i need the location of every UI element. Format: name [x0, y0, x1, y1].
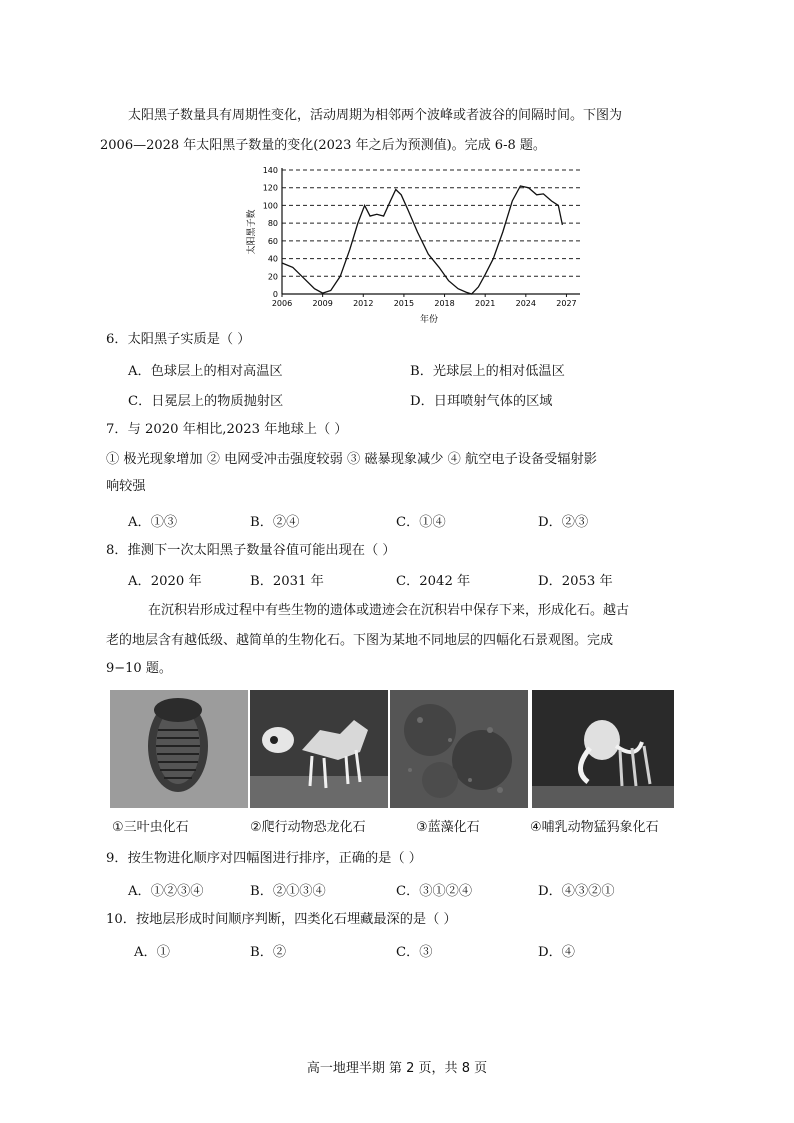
- x-tick-label: 2009: [312, 299, 333, 308]
- fossil-caption-4: ④哺乳动物猛犸象化石: [530, 820, 659, 835]
- dinosaur-fossil-image: [250, 690, 388, 808]
- x-tick-label: 2015: [393, 299, 415, 308]
- y-tick-label: 120: [262, 183, 278, 193]
- question-7-option-c[interactable]: C．①④: [396, 515, 446, 530]
- intro-paragraph-2-line-2: 老的地层含有越低级、越简单的生物化石。下图为某地不同地层的四幅化石景观图。完成: [106, 633, 614, 648]
- question-6-stem: 6．太阳黑子实质是（ ）: [106, 332, 251, 347]
- intro-paragraph-1-line-1: 太阳黑子数量具有周期性变化，活动周期为相邻两个波峰或者波谷的间隔时间。下图为: [128, 108, 623, 123]
- question-7-option-d[interactable]: D．②③: [538, 515, 589, 530]
- sunspot-chart: [240, 164, 592, 326]
- question-8-stem: 8．推测下一次太阳黑子数量谷值可能出现在（ ）: [106, 543, 396, 558]
- y-tick-label: 100: [262, 201, 278, 211]
- y-tick-label: 80: [267, 219, 278, 229]
- x-tick-label: 2027: [556, 299, 577, 308]
- question-8-option-a[interactable]: A．2020 年: [128, 574, 202, 589]
- question-6-option-c[interactable]: C．日冕层上的物质抛射区: [128, 394, 284, 409]
- question-9-option-b[interactable]: B．②①③④: [250, 884, 326, 899]
- intro-paragraph-2-line-3: 9−10 题。: [106, 661, 172, 676]
- fossil-caption-3: ③蓝藻化石: [416, 820, 480, 835]
- question-6-option-d[interactable]: D．日珥喷射气体的区域: [410, 394, 553, 409]
- y-axis-label: 太阳黑子数: [247, 209, 257, 255]
- x-tick-label: 2006: [271, 299, 293, 308]
- y-tick-label: 20: [267, 272, 278, 282]
- question-9-option-a[interactable]: A．①②③④: [128, 884, 204, 899]
- question-8-option-b[interactable]: B．2031 年: [250, 574, 324, 589]
- page-footer: 高一地理半期 第 2 页，共 8 页: [306, 1061, 488, 1076]
- trilobite-fossil-image: [110, 690, 248, 808]
- y-tick-label: 60: [267, 236, 278, 246]
- fossil-caption-1: ①三叶虫化石: [112, 820, 189, 835]
- question-7-items-continued: 响较强: [106, 479, 146, 494]
- mammoth-fossil-image: [532, 690, 674, 808]
- question-9-option-c[interactable]: C．③①②④: [396, 884, 473, 899]
- x-axis-label: 年份: [419, 315, 439, 325]
- cyanobacteria-fossil-image: [390, 690, 528, 808]
- question-7-stem: 7．与 2020 年相比,2023 年地球上（ ）: [106, 422, 348, 437]
- x-tick-label: 2021: [475, 299, 496, 308]
- x-tick-label: 2012: [353, 299, 374, 308]
- y-tick-label: 0: [272, 290, 278, 299]
- fossil-caption-2: ②爬行动物恐龙化石: [250, 820, 366, 835]
- question-8-option-d[interactable]: D．2053 年: [538, 574, 613, 589]
- question-7-option-b[interactable]: B．②④: [250, 515, 300, 530]
- question-7-option-a[interactable]: A．①③: [128, 515, 178, 530]
- question-10-option-d[interactable]: D．④: [538, 945, 575, 960]
- sunspot-chart-svg: [240, 164, 592, 326]
- question-6-option-a[interactable]: A．色球层上的相对高温区: [128, 364, 283, 379]
- x-tick-label: 2018: [434, 299, 455, 308]
- question-6-option-b[interactable]: B．光球层上的相对低温区: [410, 364, 565, 379]
- question-10-option-a[interactable]: A．①: [134, 945, 170, 960]
- y-tick-label: 40: [267, 254, 278, 264]
- question-10-option-c[interactable]: C．③: [396, 945, 433, 960]
- question-9-stem: 9．按生物进化顺序对四幅图进行排序，正确的是（ ）: [106, 851, 422, 866]
- intro-paragraph-1-line-2: 2006—2028 年太阳黑子数量的变化(2023 年之后为预测值)。完成 6-8 题。: [100, 138, 546, 153]
- sunspot-series-line: [282, 186, 562, 294]
- question-10-stem: 10．按地层形成时间顺序判断，四类化石埋藏最深的是（ ）: [106, 912, 457, 927]
- intro-paragraph-2-line-1: 在沉积岩形成过程中有些生物的遗体或遗迹会在沉积岩中保存下来，形成化石。越古: [148, 603, 630, 618]
- question-10-option-b[interactable]: B．②: [250, 945, 287, 960]
- x-tick-label: 2024: [515, 299, 536, 308]
- question-9-option-d[interactable]: D．④③②①: [538, 884, 615, 899]
- y-tick-label: 140: [262, 166, 278, 175]
- question-7-items: ① 极光现象增加 ② 电网受冲击强度较弱 ③ 磁暴现象减少 ④ 航空电子设备受辐射影: [106, 452, 597, 467]
- question-8-option-c[interactable]: C．2042 年: [396, 574, 471, 589]
